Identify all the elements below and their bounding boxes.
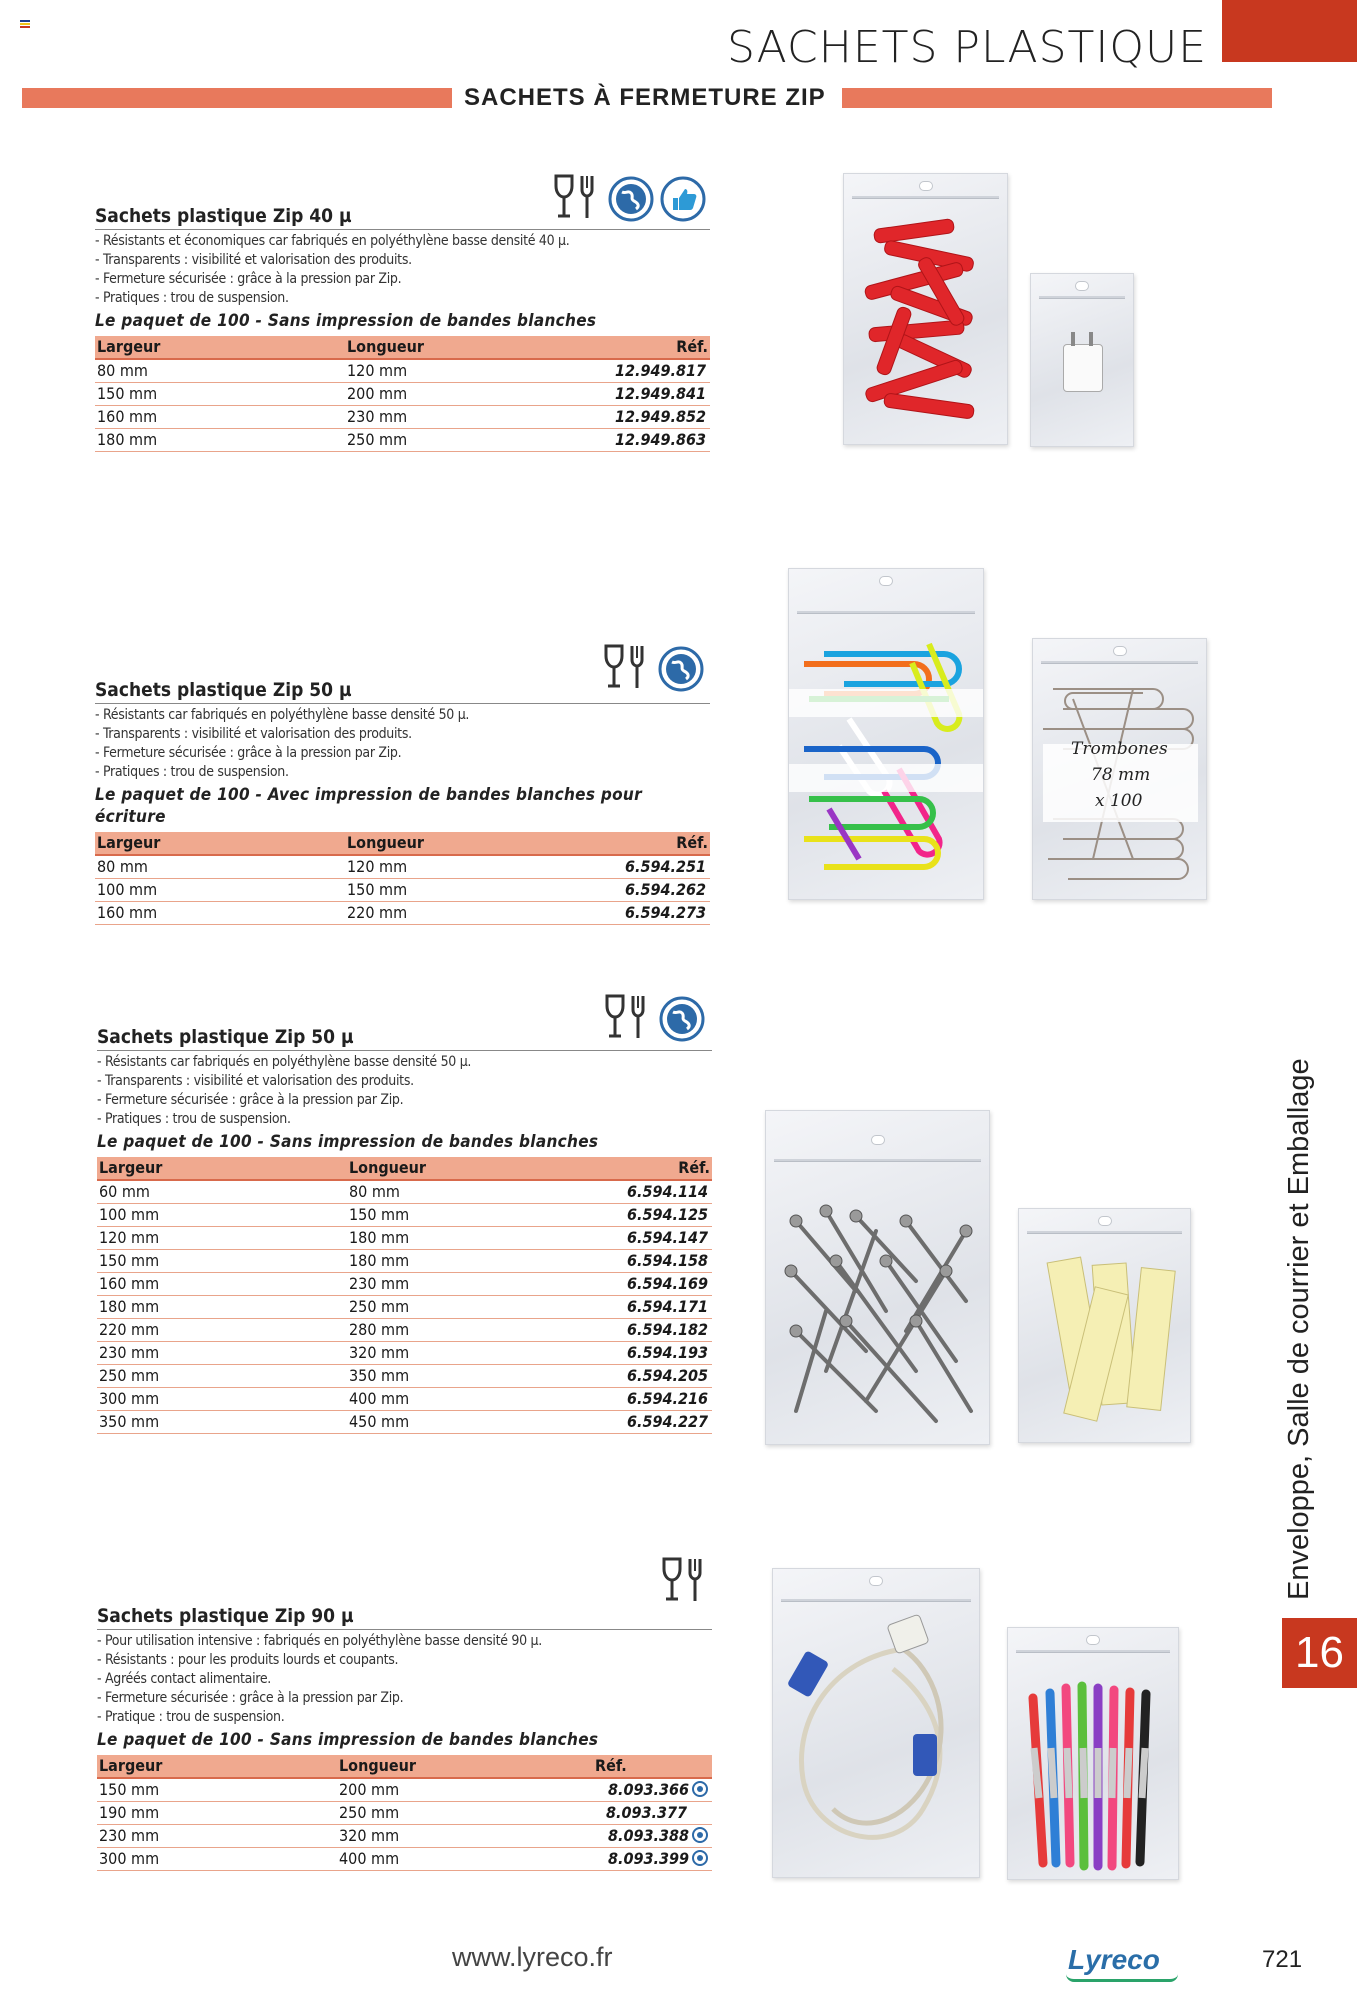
cell-longueur: 120 mm (345, 359, 595, 383)
cell-longueur: 250 mm (347, 1296, 597, 1319)
cell-ref: 12.949.852 (595, 406, 710, 429)
cell-longueur: 320 mm (347, 1342, 597, 1365)
product-icons (660, 1555, 710, 1605)
cell-largeur: 100 mm (97, 1204, 347, 1227)
product-zip-40 (95, 203, 710, 452)
product-zip-50 (97, 1024, 712, 1434)
cell-largeur: 150 mm (97, 1778, 337, 1802)
cell-longueur: 350 mm (347, 1365, 597, 1388)
cell-largeur: 60 mm (97, 1180, 347, 1204)
globe-icon (692, 1850, 708, 1866)
cell-ref: 12.949.863 (595, 429, 710, 452)
table-row (95, 879, 710, 902)
lyreco-logo: Lyreco (1068, 1944, 1160, 1975)
header-longueur: Longueur (337, 1755, 593, 1778)
table-row (95, 429, 710, 452)
table-row (97, 1848, 712, 1871)
cell-ref: 6.594.262 (595, 879, 710, 902)
cell-largeur: 160 mm (95, 406, 345, 429)
cell-largeur: 80 mm (95, 359, 345, 383)
cell-longueur: 80 mm (347, 1180, 597, 1204)
product-photo-screws (765, 1110, 990, 1445)
ref-value: 8.093.399 (607, 1849, 689, 1868)
cell-ref: 6.594.158 (597, 1250, 712, 1273)
screws-illustration (766, 1111, 990, 1445)
feature-line: - Transparents : visibilité et valorisation des produits. (95, 726, 412, 742)
table-row (97, 1204, 712, 1227)
cell-longueur: 280 mm (347, 1319, 597, 1342)
cell-ref: 6.594.182 (597, 1319, 712, 1342)
feature-line: - Pratiques : trou de suspension. (95, 764, 289, 780)
table-row (97, 1365, 712, 1388)
banner-bar-right (842, 88, 1272, 108)
adapter-prong (1071, 332, 1075, 346)
cell-longueur: 320 mm (337, 1825, 593, 1848)
table-header (97, 1157, 712, 1180)
table-row (95, 359, 710, 383)
cell-ref: 6.594.171 (597, 1296, 712, 1319)
cell-longueur: 120 mm (345, 855, 595, 879)
product-features (95, 232, 710, 308)
header-ref: Réf. (597, 1157, 712, 1180)
flag-icon (20, 20, 30, 28)
cell-largeur: 150 mm (95, 383, 345, 406)
cell-largeur: 190 mm (97, 1802, 337, 1825)
table-row (97, 1319, 712, 1342)
cell-longueur: 400 mm (347, 1388, 597, 1411)
label-text: Trombones (1071, 739, 1168, 759)
feature-line: - Résistants car fabriqués en polyéthylène basse densité 50 µ. (97, 1054, 472, 1070)
cell-largeur: 230 mm (97, 1342, 347, 1365)
label-text: 78 mm (1091, 765, 1151, 785)
feature-line: - Résistants car fabriqués en polyéthylène basse densité 50 µ. (95, 707, 470, 723)
section-banner (22, 86, 1272, 110)
product-photo-paper-clips (1032, 638, 1207, 900)
logo-swoosh (1066, 1974, 1178, 1982)
ref-value: 8.093.377 (605, 1803, 687, 1822)
cell-longueur: 150 mm (345, 879, 595, 902)
cell-largeur: 80 mm (95, 855, 345, 879)
cell-ref: 6.594.125 (597, 1204, 712, 1227)
table-row (97, 1342, 712, 1365)
cell-ref: 6.594.147 (597, 1227, 712, 1250)
pack-info: Le paquet de 100 - Avec impression de bandes blanches pour écriture (95, 785, 642, 827)
feature-line: - Fermeture sécurisée : grâce à la pression par Zip. (95, 745, 402, 761)
feature-line: - Transparents : visibilité et valorisation des produits. (97, 1073, 414, 1089)
table-row (97, 1388, 712, 1411)
cell-longueur: 230 mm (345, 406, 595, 429)
cell-ref: 6.594.205 (597, 1365, 712, 1388)
cell-ref: 6.594.273 (595, 902, 710, 925)
cell-largeur: 100 mm (95, 879, 345, 902)
product-title: Sachets plastique Zip 50 µ (97, 1024, 712, 1051)
header-longueur: Longueur (345, 832, 595, 855)
header-ref: Réf. (595, 336, 710, 359)
table-row (97, 1273, 712, 1296)
cell-longueur: 200 mm (337, 1778, 593, 1802)
product-zip-50-bands (95, 677, 710, 925)
table-row (97, 1227, 712, 1250)
red-plugs-illustration (844, 174, 1008, 445)
pack-info: Le paquet de 100 - Sans impression de bandes blanches (97, 1132, 599, 1152)
table-row (97, 1296, 712, 1319)
header-largeur: Largeur (97, 1157, 347, 1180)
table-row (97, 1180, 712, 1204)
table-header (97, 1755, 712, 1778)
header-longueur: Longueur (347, 1157, 597, 1180)
product-features (97, 1053, 712, 1129)
adapter-prong (1089, 332, 1093, 346)
feature-line: - Fermeture sécurisée : grâce à la pression par Zip. (97, 1092, 404, 1108)
clips-illustration (789, 569, 984, 900)
header-largeur: Largeur (95, 336, 345, 359)
spec-table (95, 336, 710, 452)
cell-longueur: 450 mm (347, 1411, 597, 1434)
adapter-illustration (1063, 344, 1103, 392)
tickets-illustration (1019, 1209, 1191, 1443)
banner-bar-left (22, 88, 452, 108)
page-number: 721 (1262, 1946, 1303, 1973)
globe-icon (692, 1781, 708, 1797)
cell-largeur: 230 mm (97, 1825, 337, 1848)
cell-longueur: 230 mm (347, 1273, 597, 1296)
header-ref: Réf. (595, 832, 710, 855)
table-row (97, 1778, 712, 1802)
product-photo-adapter (1030, 273, 1134, 447)
ref-value: 8.093.366 (607, 1780, 689, 1799)
ref-value: 8.093.388 (607, 1826, 689, 1845)
table-row (95, 902, 710, 925)
cell-longueur: 180 mm (347, 1227, 597, 1250)
feature-line: - Résistants : pour les produits lourds et coupants. (97, 1652, 399, 1668)
cable-illustration (773, 1569, 980, 1878)
table-row (95, 383, 710, 406)
cell-ref: 6.594.216 (597, 1388, 712, 1411)
product-photo-pens (1007, 1627, 1179, 1880)
cell-largeur: 300 mm (97, 1388, 347, 1411)
feature-line: - Pratiques : trou de suspension. (97, 1111, 291, 1127)
pack-info: Le paquet de 100 - Sans impression de bandes blanches (95, 311, 597, 331)
table-header (95, 336, 710, 359)
spec-table (97, 1755, 712, 1871)
cell-ref: 6.594.193 (597, 1342, 712, 1365)
header-longueur: Longueur (345, 336, 595, 359)
table-row (97, 1250, 712, 1273)
header-accent-block (1222, 0, 1357, 62)
cell-largeur: 250 mm (97, 1365, 347, 1388)
pens-illustration (1008, 1628, 1179, 1880)
cell-ref: 6.594.114 (597, 1180, 712, 1204)
cell-largeur: 220 mm (97, 1319, 347, 1342)
product-photo-cable (772, 1568, 980, 1878)
feature-line: - Pratique : trou de suspension. (97, 1709, 285, 1725)
header-largeur: Largeur (95, 832, 345, 855)
cell-largeur: 160 mm (95, 902, 345, 925)
header-largeur: Largeur (97, 1755, 337, 1778)
feature-line: - Fermeture sécurisée : grâce à la pression par Zip. (97, 1690, 404, 1706)
spec-table (97, 1157, 712, 1434)
section-title: SACHETS À FERMETURE ZIP (464, 84, 826, 111)
globe-icon (692, 1827, 708, 1843)
table-row (95, 406, 710, 429)
feature-line: - Agréés contact alimentaire. (97, 1671, 272, 1687)
spec-table (95, 832, 710, 925)
cell-ref (593, 1778, 712, 1802)
cell-ref: 12.949.817 (595, 359, 710, 383)
cell-longueur: 220 mm (345, 902, 595, 925)
pack-info: Le paquet de 100 - Sans impression de bandes blanches (97, 1730, 599, 1750)
product-title: Sachets plastique Zip 90 µ (97, 1603, 712, 1630)
product-zip-90 (97, 1603, 712, 1871)
hang-hole (1075, 281, 1089, 291)
cell-longueur: 250 mm (337, 1802, 593, 1825)
cell-ref: 12.949.841 (595, 383, 710, 406)
cell-largeur: 180 mm (97, 1296, 347, 1319)
cell-longueur: 250 mm (345, 429, 595, 452)
cell-ref (593, 1825, 712, 1848)
product-photo-tickets (1018, 1208, 1191, 1443)
page-title: SACHETS PLASTIQUE (726, 22, 1207, 73)
product-title: Sachets plastique Zip 50 µ (95, 677, 710, 704)
cell-largeur: 160 mm (97, 1273, 347, 1296)
cell-largeur: 350 mm (97, 1411, 347, 1434)
product-photo-colored-clips (788, 568, 984, 900)
cell-ref: 6.594.227 (597, 1411, 712, 1434)
cell-largeur: 120 mm (97, 1227, 347, 1250)
side-tab-label: Enveloppe, Salle de courrier et Emballage (1283, 1058, 1315, 1600)
table-header (95, 832, 710, 855)
cell-largeur: 180 mm (95, 429, 345, 452)
label-text: x 100 (1095, 791, 1143, 811)
food-safe-icon (660, 1555, 710, 1605)
table-row (97, 1802, 712, 1825)
cell-longueur: 200 mm (345, 383, 595, 406)
cell-largeur: 300 mm (97, 1848, 337, 1871)
product-features (97, 1632, 712, 1727)
cell-longueur: 180 mm (347, 1250, 597, 1273)
zip-closure (1039, 296, 1125, 299)
feature-line: - Pratiques : trou de suspension. (95, 290, 289, 306)
header-ref: Réf. (593, 1755, 712, 1778)
cell-ref (593, 1848, 712, 1871)
cell-longueur: 400 mm (337, 1848, 593, 1871)
footer-url[interactable]: www.lyreco.fr (452, 1942, 613, 1972)
product-title: Sachets plastique Zip 40 µ (95, 203, 710, 230)
product-features (95, 706, 710, 782)
cell-ref: 6.594.251 (595, 855, 710, 879)
table-row (97, 1411, 712, 1434)
cell-largeur: 150 mm (97, 1250, 347, 1273)
cell-longueur: 150 mm (347, 1204, 597, 1227)
cell-ref (593, 1802, 712, 1825)
table-row (97, 1825, 712, 1848)
side-tab-number: 16 (1282, 1618, 1357, 1688)
feature-line: - Fermeture sécurisée : grâce à la pression par Zip. (95, 271, 402, 287)
feature-line: - Pour utilisation intensive : fabriqués en polyéthylène basse densité 90 µ. (97, 1633, 542, 1649)
feature-line: - Transparents : visibilité et valorisation des produits. (95, 252, 412, 268)
feature-line: - Résistants et économiques car fabriqués en polyéthylène basse densité 40 µ. (95, 233, 570, 249)
table-row (95, 855, 710, 879)
product-photo-wall-plugs (843, 173, 1008, 445)
cell-ref: 6.594.169 (597, 1273, 712, 1296)
